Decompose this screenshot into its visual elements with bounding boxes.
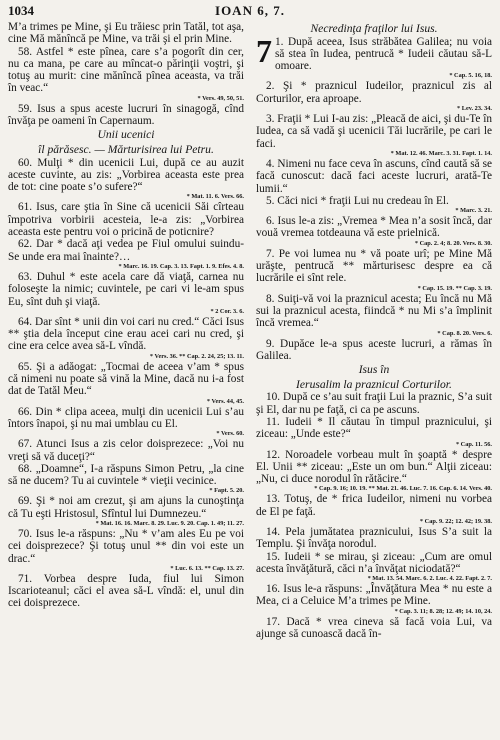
cross-reference: * Marc. 16. 19. Cap. 3. 13. Fapt. 1. 9. Efes. 4. 8. (118, 262, 244, 270)
verse: 5. Căci nici * fraţii Lui nu credeau în El. (266, 194, 449, 207)
cross-reference: * Cap. 9. 16; 10. 19. ** Mat. 21. 46. Luc. 7. 16. Cap. 6. 14. Vers. 40. (314, 485, 492, 493)
cross-reference: * Cap. 3. 11; 8. 28; 12. 49; 14. 10, 24. (394, 607, 492, 615)
cross-reference: * Vers. 44, 45. (206, 397, 244, 405)
verse: 71. Vorbea despre Iuda, fiul lui Simon Iscarioteanul; căci el avea să-L vîndă: el, unul din cei doisprezece. (8, 572, 244, 610)
cross-reference: * Luc. 6. 13. ** Cap. 13. 27. (170, 564, 244, 572)
continued-text: M’a trimes pe Mine, şi Eu trăiesc prin Tatăl, tot aşa, cine Mă mănîncă pe Mine, va trăi şi el prin Mine. (8, 21, 244, 46)
verse: 2. Şi * praznicul Iudeilor, praznicul zis al Corturilor, era aproape. (256, 80, 492, 105)
verse: 14. Pela jumătatea praznicului, Isus S’a suit la Templu. Şi învăţa norodul. (256, 525, 492, 551)
cross-reference: * Mat. 12. 46. Marc. 3. 31. Fapt. 1. 14. (390, 149, 492, 157)
verse: 64. Dar sînt * unii din voi cari nu cred.“ Căci Isus ** ştia dela început cine erau acei cari nu cred, şi cine era celce avea să-L vîndă. (8, 315, 244, 353)
right-column (256, 21, 492, 640)
verse: 4. Nimeni nu face ceva în ascuns, cînd caută să se facă cunoscut: dacă faci aceste lucruri, arată-Te lumii.“ (256, 157, 492, 195)
cross-reference: * Cap. 5. 16, 18. (449, 72, 492, 80)
verse: 63. Duhul * este acela care dă viaţă, carnea nu foloseşte la nimic; cuvintele, pe cari vi le-am spus Eu, sînt duh şi viaţă. (8, 270, 244, 308)
verse: 6. Isus le-a zis: „Vremea * Mea n’a sosit încă, dar vouă vremea totdeauna vă este prielnică. (256, 215, 492, 240)
cross-reference: * Cap. 2. 4; 8. 20. Vers. 8. 30. (414, 239, 492, 247)
verse: 60. Mulţi * din ucenicii Lui, după ce au auzit aceste cuvinte, au zis: „Vorbirea aceasta este prea de tot: cine poate s’o sufere?“ (8, 156, 244, 194)
verse: 67. Atunci Isus a zis celor doisprezece: „Voi nu vreţi să vă duceţi?“ (8, 438, 244, 463)
verse: 15. Iudeii * se mirau, şi ziceau: „Cum are omul acesta învăţătură, căci n’a învăţat niciodată?“ (256, 550, 492, 575)
verse: 11. Iudeii * Il căutau în timpul praznicului, şi ziceau: „Unde este?“ (256, 415, 492, 441)
verse-text: 1. După aceea, Isus străbătea Galilea; nu voia să stea în Iudea, pentrucă * Iudeii căutau să-L omoare. (275, 35, 492, 73)
cross-reference: * Vers. 49, 50, 51. (197, 94, 244, 102)
cross-reference: * Mat. 11. 6. Vers. 66. (186, 193, 244, 201)
cross-reference: * Cap. 9. 22; 12. 42; 19. 38. (419, 517, 492, 525)
verse: 8. Suiţi-vă voi la praznicul acesta; Eu încă nu Mă sui la praznicul acesta, fiindcă * nu Mi s’a împlinit încă vremea.“ (256, 292, 492, 330)
cross-reference: * Vers. 60. (216, 430, 244, 438)
verse: 58. Astfel * este pînea, care s’a pogorît din cer, nu ca mana, pe care au mîncat-o părinţii voştri, şi totuş au murit: cine mănîncă pînea aceasta, va trăi în veac.“ (8, 45, 244, 95)
chapter-start (256, 32, 492, 81)
verse: 13. Totuş, de * frica Iudeilor, nimeni nu vorbea de El pe faţă. (256, 493, 492, 518)
cross-reference: * Fapt. 5. 20. (209, 487, 244, 495)
cross-reference: * Cap. 8. 20. Vers. 6. (437, 329, 492, 337)
verse: 59. Isus a spus aceste lucruri în sinagogă, cînd învăţa pe oameni în Capernaum. (8, 102, 244, 128)
cross-reference: * Marc. 3. 21. (455, 207, 492, 215)
verse: 7. Pe voi lumea nu * vă poate urî; pe Mine Mă urăşte, pentrucă ** mărturisesc despre ea că lucrările ei sînt rele. (256, 247, 492, 285)
cross-reference: * 2 Cor. 3. 6. (210, 307, 244, 315)
verse: 3. Fraţii * Lui I-au zis: „Pleacă de aici, şi du-Te în Iudea, ca să vadă şi ucenicii Tăi lucrările, pe cari le faci. (256, 113, 493, 150)
cross-reference: * Vers. 36. ** Cap. 2. 24, 25; 13. 11. (149, 352, 244, 360)
page-number: 1034 (8, 3, 34, 18)
cross-reference: * Mat. 16. 16. Marc. 8. 29. Luc. 9. 20. Cap. 1. 49; 11. 27. (95, 519, 244, 527)
verse: 62. Dar * dacă aţi vedea pe Fiul omului suindu-Se unde era mai înainte?… (8, 238, 244, 263)
verse: 70. Isus le-a răspuns: „Nu * v’am ales Eu pe voi cei doisprezece? Şi totuş unul ** din voi este un drac.“ (8, 527, 244, 565)
cross-reference: * Cap. 15. 19. ** Cap. 3. 19. (417, 284, 492, 292)
verse: 65. Şi a adăogat: „Tocmai de aceea v’am * spus că nimeni nu poate să vină la Mine, dacă nu i-a fost dat de Tatăl Meu.“ (8, 360, 244, 398)
verse: 10. După ce s’au suit fraţii Lui la praznic, S’a suit şi El, dar nu pe faţă, ci ca pe ascuns. (256, 391, 492, 416)
verse: 68. „Doamne“, I-a răspuns Simon Petru, „la cine să ne ducem? Tu ai cuvintele * vieţii vecinice. (8, 462, 244, 488)
verse: 12. Noroadele vorbeau mult în şoaptă * despre El. Unii ** ziceau: „Este un om bun.“ Alţii ziceau: „Nu, ci duce norodul în rătăcire.“ (256, 448, 492, 486)
chapter-number: 7 (256, 32, 272, 69)
verse: 16. Isus le-a răspuns: „Învăţătura Mea * nu este a Mea, ci a Celuice M’a trimes pe Mine. (256, 583, 492, 608)
verse: 9. Dupăce le-a spus aceste lucruri, a rămas în Galilea. (256, 337, 492, 362)
cross-reference: * Mat. 13. 54. Marc. 6. 2. Luc. 4. 22. Fapt. 2. 7. (367, 575, 492, 583)
cross-reference: * Lev. 23. 34. (457, 105, 492, 113)
text-columns (8, 21, 492, 640)
running-title: IOAN 6, 7. (215, 3, 285, 18)
page-header (8, 3, 492, 21)
verse: 69. Şi * noi am crezut, şi am ajuns la cunoştinţa că Tu eşti Hristosul, Sfîntul lui Dumnezeu.“ (8, 495, 244, 520)
section-heading: Ierusalim la praznicul Corturilor. (296, 377, 452, 391)
section-heading: Unii ucenici (97, 128, 155, 142)
section-heading: îl părăsesc. — Mărturisirea lui Petru. (38, 142, 214, 156)
verse: 66. Din * clipa aceea, mulţi din ucenicii Lui s’au întors înapoi, şi nu mai umblau cu El. (8, 405, 244, 430)
verse: 61. Isus, care ştia în Sine că ucenicii Săi cîrteau împotriva vorbirii acesteia, le-a zis: „Vorbirea aceasta este pentru voi o pricină de poticnire? (8, 201, 244, 239)
section-heading: Necredinţa fraţilor lui Isus. (310, 22, 438, 35)
cross-reference: * Cap. 11. 56. (455, 440, 492, 448)
section-heading: Isus în (358, 363, 390, 377)
chapter-first-verse (275, 36, 492, 81)
left-column (8, 21, 244, 640)
verse: 17. Dacă * vrea cineva să facă voia Lui, va ajunge să cunoască dacă în- (256, 615, 492, 641)
